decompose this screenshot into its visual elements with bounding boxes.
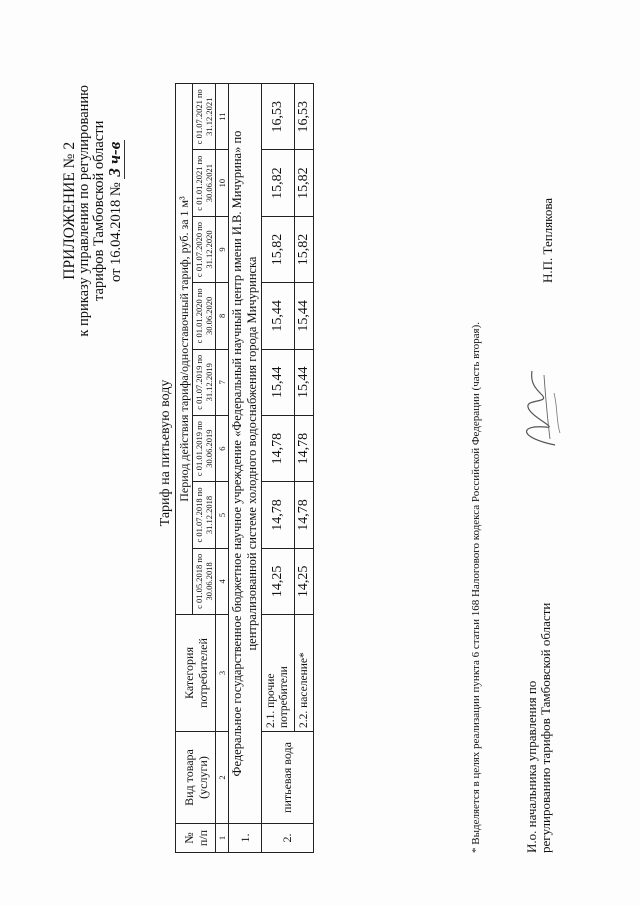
column-number: 4 <box>216 548 229 614</box>
row-num: 1. <box>229 823 262 852</box>
tariff-value: 15,44 <box>262 282 295 348</box>
header-row <box>176 83 193 852</box>
document-title: Тариф на питьевую воду <box>158 379 173 526</box>
signer-position-line-1: И.о. начальника управления по <box>524 680 539 853</box>
header-product: Вид товара (услуги) <box>176 731 216 823</box>
row-num: 2. <box>262 823 314 852</box>
tariff-value: 15,82 <box>295 149 314 215</box>
handwritten-signature <box>510 363 570 453</box>
column-number: 3 <box>216 614 229 731</box>
tariff-value: 15,44 <box>295 282 314 348</box>
column-number: 7 <box>216 349 229 415</box>
organization-name: Федеральное государственное бюджетное научное учреждение «Федеральный научный центр имени И.В. Мичурина» по централизованной системе холодного водоснабжения города Мичуринска <box>229 83 262 823</box>
table-row <box>262 83 295 852</box>
period-cell: с 01.07.2018 по 31.12.2018 <box>193 481 216 547</box>
organization-row <box>229 83 262 852</box>
tariff-value: 14,25 <box>295 548 314 614</box>
signer-name: Н.П. Теплякова <box>540 197 555 283</box>
period-cell: с 01.01.2020 по 30.06.2020 <box>193 282 216 348</box>
tariff-value: 16,53 <box>262 83 295 149</box>
tariff-value: 15,44 <box>295 349 314 415</box>
tariff-value: 15,44 <box>262 349 295 415</box>
tariff-value: 15,82 <box>262 216 295 282</box>
footnote: * Выделяется в целях реализации пункта 6 статьи 168 Налогового кодекса Российской Федерации (часть вторая). <box>470 321 482 853</box>
tariff-value: 16,53 <box>295 83 314 149</box>
column-number: 6 <box>216 415 229 481</box>
period-cell: с 01.07.2019 по 31.12.2019 <box>193 349 216 415</box>
column-number: 1 <box>216 823 229 852</box>
appendix-title: ПРИЛОЖЕНИЕ № 2 <box>61 141 78 280</box>
column-number: 9 <box>216 216 229 282</box>
column-number: 8 <box>216 282 229 348</box>
tariff-value: 14,78 <box>295 481 314 547</box>
column-number-row <box>216 83 229 852</box>
signer-position <box>525 602 553 852</box>
category-label: 2.2. население* <box>295 614 314 731</box>
appendix-line-2: тарифов Тамбовской области <box>91 120 107 301</box>
tariff-value: 14,78 <box>262 481 295 547</box>
period-cell: с 01.05.2018 по 30.06.2018 <box>193 548 216 614</box>
header-period: Период действия тарифа/одноставочный тариф, руб. за 1 м³ <box>176 83 193 614</box>
header-category: Категория потребителей <box>176 614 216 731</box>
column-number: 10 <box>216 149 229 215</box>
category-label: 2.1. прочие потребители <box>262 614 295 731</box>
tariff-value: 15,82 <box>262 149 295 215</box>
tariff-table <box>175 83 314 853</box>
period-cell: с 01.01.2021 по 30.06.2021 <box>193 149 216 215</box>
column-number: 11 <box>216 83 229 149</box>
period-cell: с 01.07.2020 по 31.12.2020 <box>193 216 216 282</box>
product-name: питьевая вода <box>262 731 314 823</box>
tariff-value: 15,82 <box>295 216 314 282</box>
appendix-handwritten-number: 3 ч-в <box>105 141 124 177</box>
tariff-value: 14,78 <box>295 415 314 481</box>
tariff-value: 14,78 <box>262 415 295 481</box>
period-cell: с 01.01.2019 по 30.06.2019 <box>193 415 216 481</box>
signer-position-line-2: регулированию тарифов Тамбовской области <box>538 602 553 853</box>
appendix-date-line <box>107 85 124 337</box>
column-number: 5 <box>216 481 229 547</box>
appendix-header <box>62 85 124 337</box>
document-page <box>40 23 600 883</box>
column-number: 2 <box>216 731 229 823</box>
period-cell: с 01.07.2021 по 31.12.2021 <box>193 83 216 149</box>
appendix-date: от 16.04.2018 № <box>108 181 124 282</box>
header-num: № п/п <box>176 823 216 852</box>
appendix-line-1: к приказу управления по регулированию <box>76 84 92 337</box>
tariff-value: 14,25 <box>262 548 295 614</box>
